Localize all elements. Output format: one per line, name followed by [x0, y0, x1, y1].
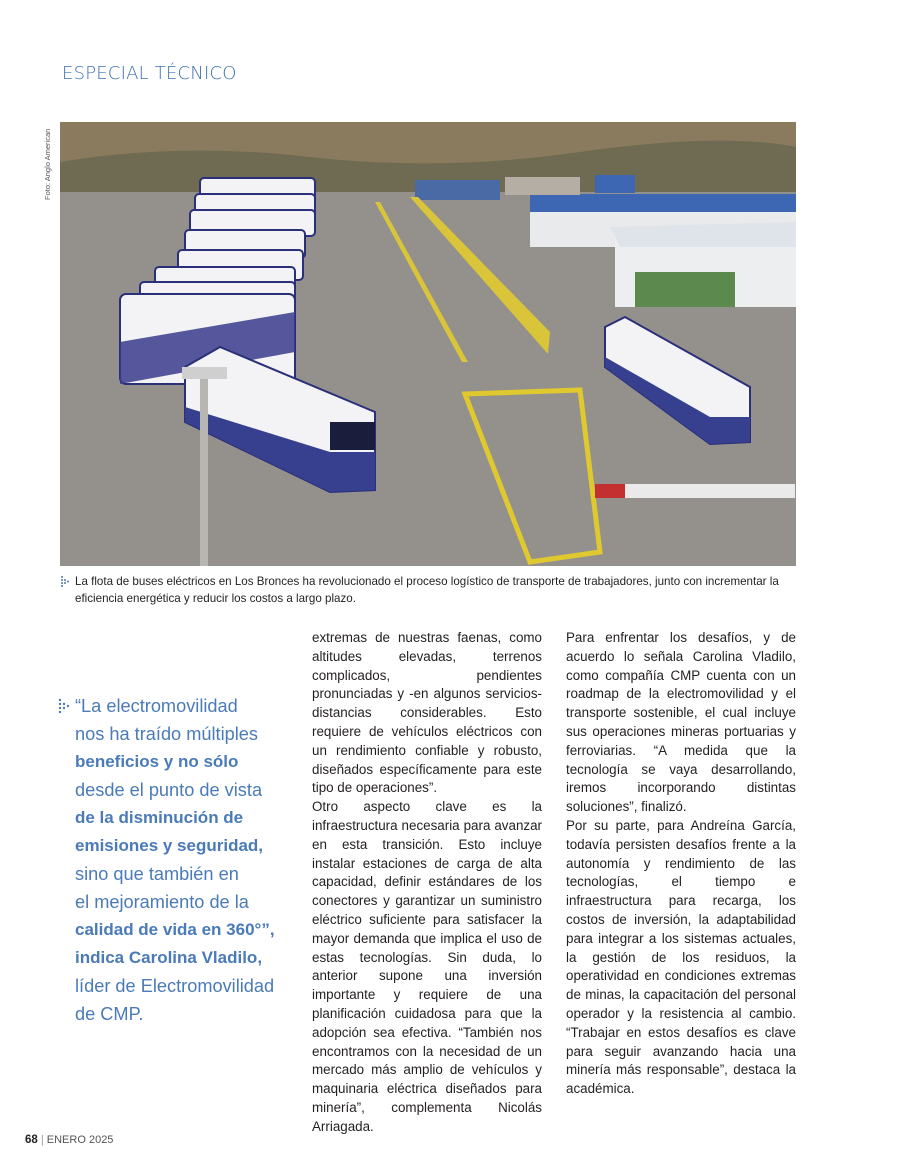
body-column-1: [312, 629, 542, 1137]
quote-line: de CMP.: [75, 1004, 144, 1024]
quote-line: calidad de vida en 360°”,: [75, 920, 275, 939]
issue-date: ENERO 2025: [46, 1134, 114, 1146]
quote-line: el mejoramiento de la: [75, 892, 249, 912]
quote-line: líder de Electromovilidad: [75, 976, 275, 996]
footer-separator: |: [40, 1134, 44, 1146]
photo-credit: Foto: Anglo American: [43, 128, 52, 200]
quote-line: de la disminución de: [75, 808, 244, 827]
quote-line: nos ha traído múltiples: [75, 724, 258, 744]
paragraph: Para enfrentar los desafíos, y de acuerdo lo señala Carolina Vladilo, como compañía CMP cuenta con un roadmap de la electromovilidad y el transporte sostenible, el cual incluye sus operaciones mineras portuarias y ferroviarias. “A medida que la tecnología se vaya desarrollando, iremos incorporando distintas soluciones”, finalizó.: [566, 630, 796, 815]
photo-electric-bus-fleet: [60, 122, 796, 566]
pull-quote: [75, 692, 305, 1028]
paragraph: extremas de nuestras faenas, como altitudes elevadas, terrenos complicados, pendientes pronunciadas y -en algunos servicios- distancias considerables. Esto requiere de vehículos eléctricos con un rendimiento confiable y robusto, diseñados específicamente para este tipo de operaciones”.: [312, 630, 542, 796]
quote-line: sino que también en: [75, 864, 239, 884]
paragraph: Por su parte, para Andreína García, todavía persisten desafíos frente a la autonomía y rendimiento de las tecnologías, el tiempo e infraestructura para recarga, los costos de inversión, la adaptabilidad para integrar a los sistemas actuales, la gestión de los residuos, la operatividad en condiciones extremas de minas, la capacitación del personal operador y la resistencia al cambio. “Trabajar en estos desafíos es clave para seguir avanzando hacia una minería más responsable”, destaca la académica.: [566, 817, 796, 1097]
section-label: ESPECIAL TÉCNICO: [62, 63, 237, 84]
quote-line: desde el punto de vista: [75, 780, 263, 800]
quote-bullet-icon: [58, 698, 72, 719]
page-footer: [25, 1134, 113, 1146]
page-number: 68: [25, 1134, 38, 1146]
quote-line: beneficios y no sólo: [75, 752, 239, 771]
quote-line: “La electromovilidad: [75, 696, 238, 716]
body-column-2: [566, 629, 796, 1099]
quote-line: emisiones y seguridad,: [75, 836, 264, 855]
photo-caption: La flota de buses eléctricos en Los Bronces ha revolucionado el proceso logístico de transporte de trabajadores, junto con incrementar la eficiencia energética y reducir los costos a largo plazo.: [75, 575, 779, 605]
caption-bullet-icon: [60, 575, 70, 594]
paragraph: Otro aspecto clave es la infraestructura necesaria para avanzar en esta transición. Esto incluye instalar estaciones de carga de alta capacidad, definir estándares de los conectores y garantizar un suministro eléctrico suficiente para satisfacer la mayor demanda que implica el uso de estas tecnologías. Sin duda, lo anterior supone una inversión importante y requiere de una planificación cuidadosa para que la adopción sea efectiva. “También nos encontramos con la necesidad de un mercado más amplio de vehículos y maquinaria eléctrica diseñados para minería”, complementa Nicolás Arriagada.: [312, 799, 542, 1134]
quote-line: indica Carolina Vladilo,: [75, 948, 263, 967]
